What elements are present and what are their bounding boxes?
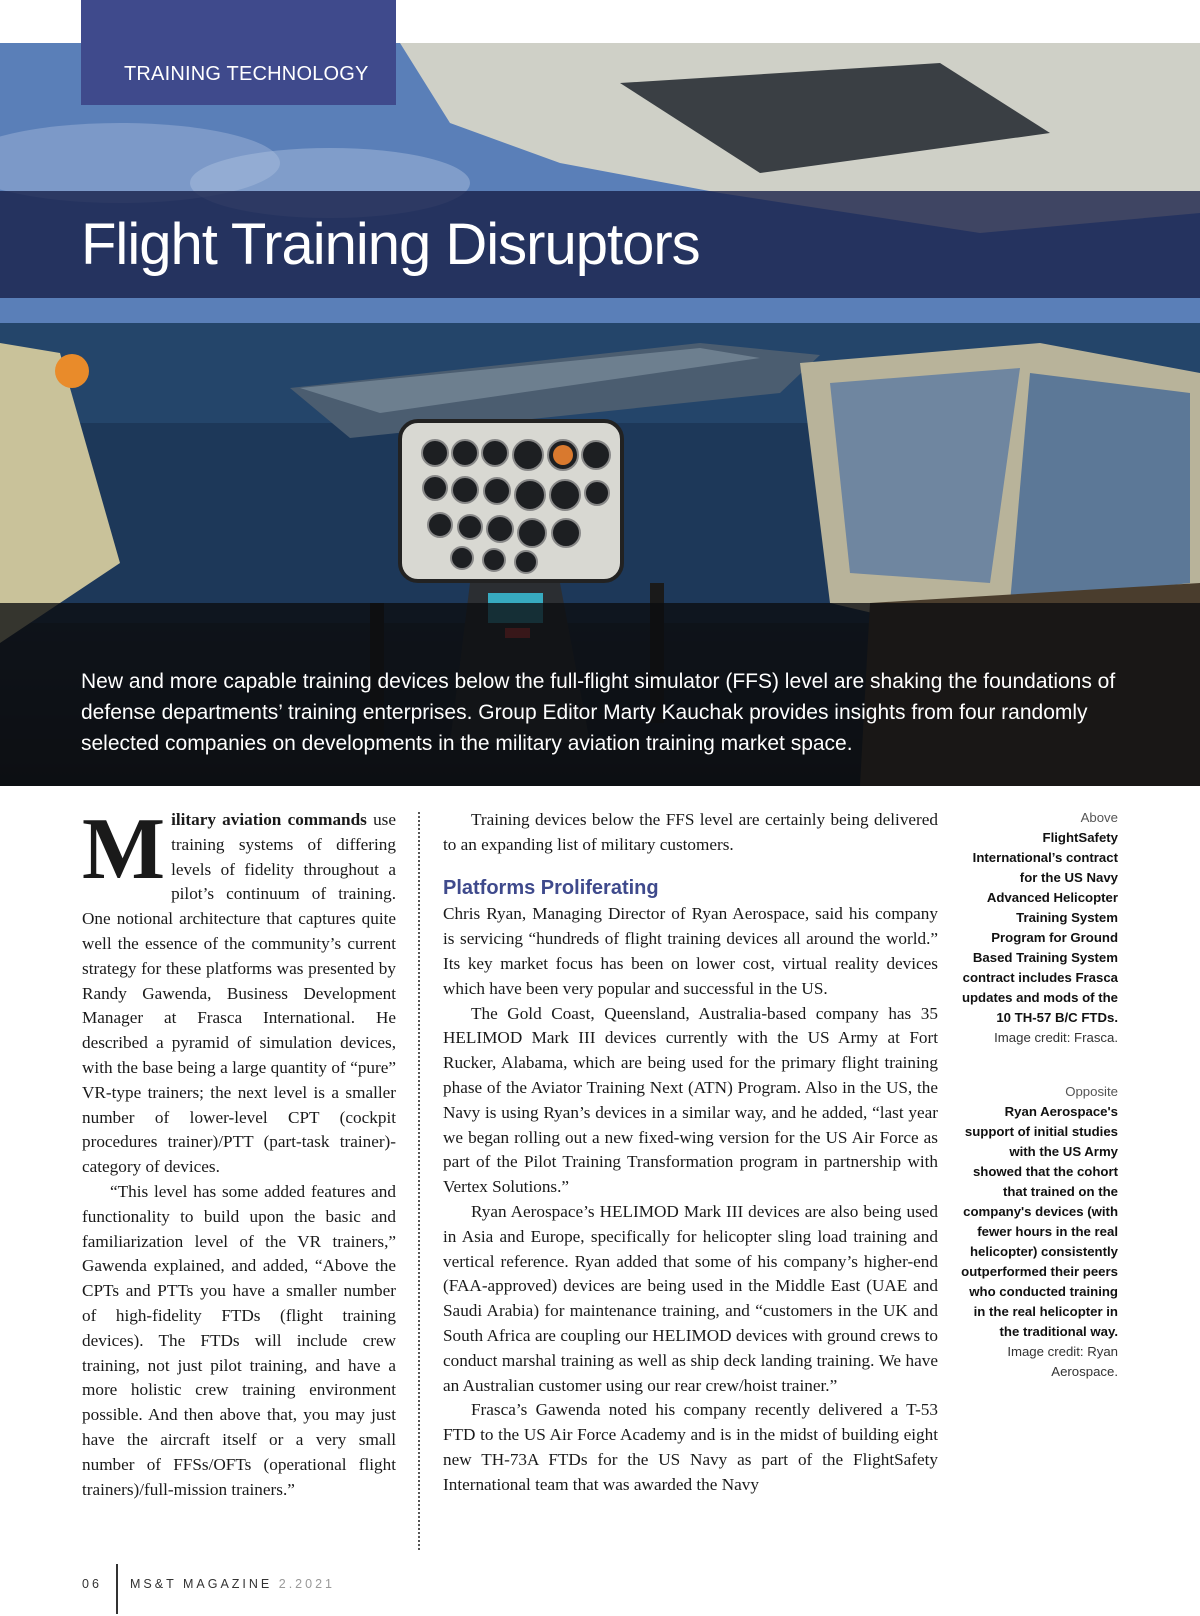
dek-text-before: New and more capable training devices below the full-flight simulator (FFS) level are shaking the foundations of defense departments’ training enterprises. Group Editor [81, 670, 1116, 724]
caption-text: Ryan Aerospace's support of initial studies with the US Army showed that the cohort that trained on the company's devices (with fewer hours in the real helicopter) consistently outperformed their peers who conducted training in the real helicopter in the traditional way. [961, 1104, 1118, 1339]
page-number: 06 [82, 1577, 102, 1591]
article-title: Flight Training Disruptors [81, 212, 700, 277]
column-divider [418, 812, 420, 1550]
paragraph-text: use training systems of differing levels of fidelity throughout a pilot’s continuum of training. One notional architecture that captures quite well the essence of the community’s current strategy for these platforms was presented by Randy Gawenda, Business Development Manager at Frasca International. He described a pyramid of simulation devices, with the base being a large quantity of “pure” VR-type trainers; the next level is a smaller number of lower-level CPT (cockpit procedures trainer)/PTT (part-task trainer)-category of devices. [82, 810, 396, 1177]
article-dek [81, 666, 1131, 759]
subhead: Platforms Proliferating [443, 876, 659, 899]
paragraph: Ryan Aerospace’s HELIMOD Mark III devices are also being used in Asia and Europe, specifically for helicopter sling load training and vertical reference. Ryan added that some of his company’s higher-end (FAA-approved) devices are being used in the Middle East (UAE and Saudi Arabia) for maintenance training, and “customers in the UK and South Africa are coupling our HELIMOD devices with ground crews to conduct marshal training as well as ship deck landing training. We have an Australian customer using our rear crew/hoist trainer.” [443, 1201, 938, 1395]
lead-in: ilitary aviation commands [171, 810, 367, 829]
paragraph: Frasca’s Gawenda noted his company recently delivered a T-53 FTD to the US Air Force Academy and is in the midst of building eight new TH-73A FTDs for the US Navy as part of the FlightSafety International team that was awarded the Navy [443, 1400, 938, 1494]
section-tag: TRAINING TECHNOLOGY [81, 0, 396, 105]
caption-credit: Image credit: Frasca. [994, 1030, 1118, 1045]
magazine-title: MS&T MAGAZINE [130, 1577, 273, 1591]
photo-captions [960, 808, 1118, 1416]
body-column-2 [443, 808, 938, 1498]
drop-cap: M [82, 801, 166, 898]
caption-label: Above [1080, 810, 1118, 825]
magazine-name [130, 1577, 335, 1591]
caption-credit: Image credit: Ryan Aerospace. [1007, 1344, 1118, 1379]
paragraph: “This level has some added features and functionality to build upon the basic and familiarization level of the VR trainers,” Gawenda explained, and added, “Above the CPTs and PTTs you have a smaller number of high-fidelity FTDs (flight training devices). The FTDs will include crew training, not just pilot training, and have a more holistic crew training environment possible. And then above that, you may just have the aircraft itself or a very small number of FFSs/OFTs (operational flight trainers)/full-mission trainers.” [82, 1181, 396, 1499]
caption-text: FlightSafety International’s contract for the US Navy Advanced Helicopter Training System Program for Ground Based Training System contract includes Frasca updates and mods of the 10 TH-57 B/C FTDs. [961, 830, 1118, 1025]
caption-label: Opposite [1065, 1084, 1118, 1099]
page-footer [0, 1560, 1200, 1616]
paragraph: Training devices below the FFS level are certainly being delivered to an expanding list of military customers. [443, 810, 938, 854]
issue-number: 2.2021 [278, 1577, 335, 1591]
footer-rule [116, 1564, 118, 1614]
paragraph [82, 801, 396, 1180]
caption-opposite [960, 1082, 1118, 1382]
dek-text-after: provides insights from four randomly selected companies on developments in the military aviation training market space. [81, 701, 1088, 755]
paragraph: The Gold Coast, Queensland, Australia-based company has 35 HELIMOD Mark III devices currently with the US Army at Fort Rucker, Alabama, which are being used for the primary flight training phase of the Aviator Training Next (ATN) Program. Also in the US, the Navy is using Ryan’s devices in a similar way, and he added, “last year we began rolling out a new fixed-wing version for the US Air Force as part of the Pilot Training Transformation program in partnership with Vertex Solutions.” [443, 1003, 938, 1197]
dek-author: Marty Kauchak [603, 701, 744, 724]
body-column-1 [82, 801, 396, 1502]
caption-above [960, 808, 1118, 1048]
paragraph: Chris Ryan, Managing Director of Ryan Aerospace, said his company is servicing “hundreds of flight training devices all around the world.” Its key market focus has been on lower cost, virtual reality devices which have been very popular and successful in the US. [443, 904, 938, 998]
orange-handle [55, 354, 89, 388]
